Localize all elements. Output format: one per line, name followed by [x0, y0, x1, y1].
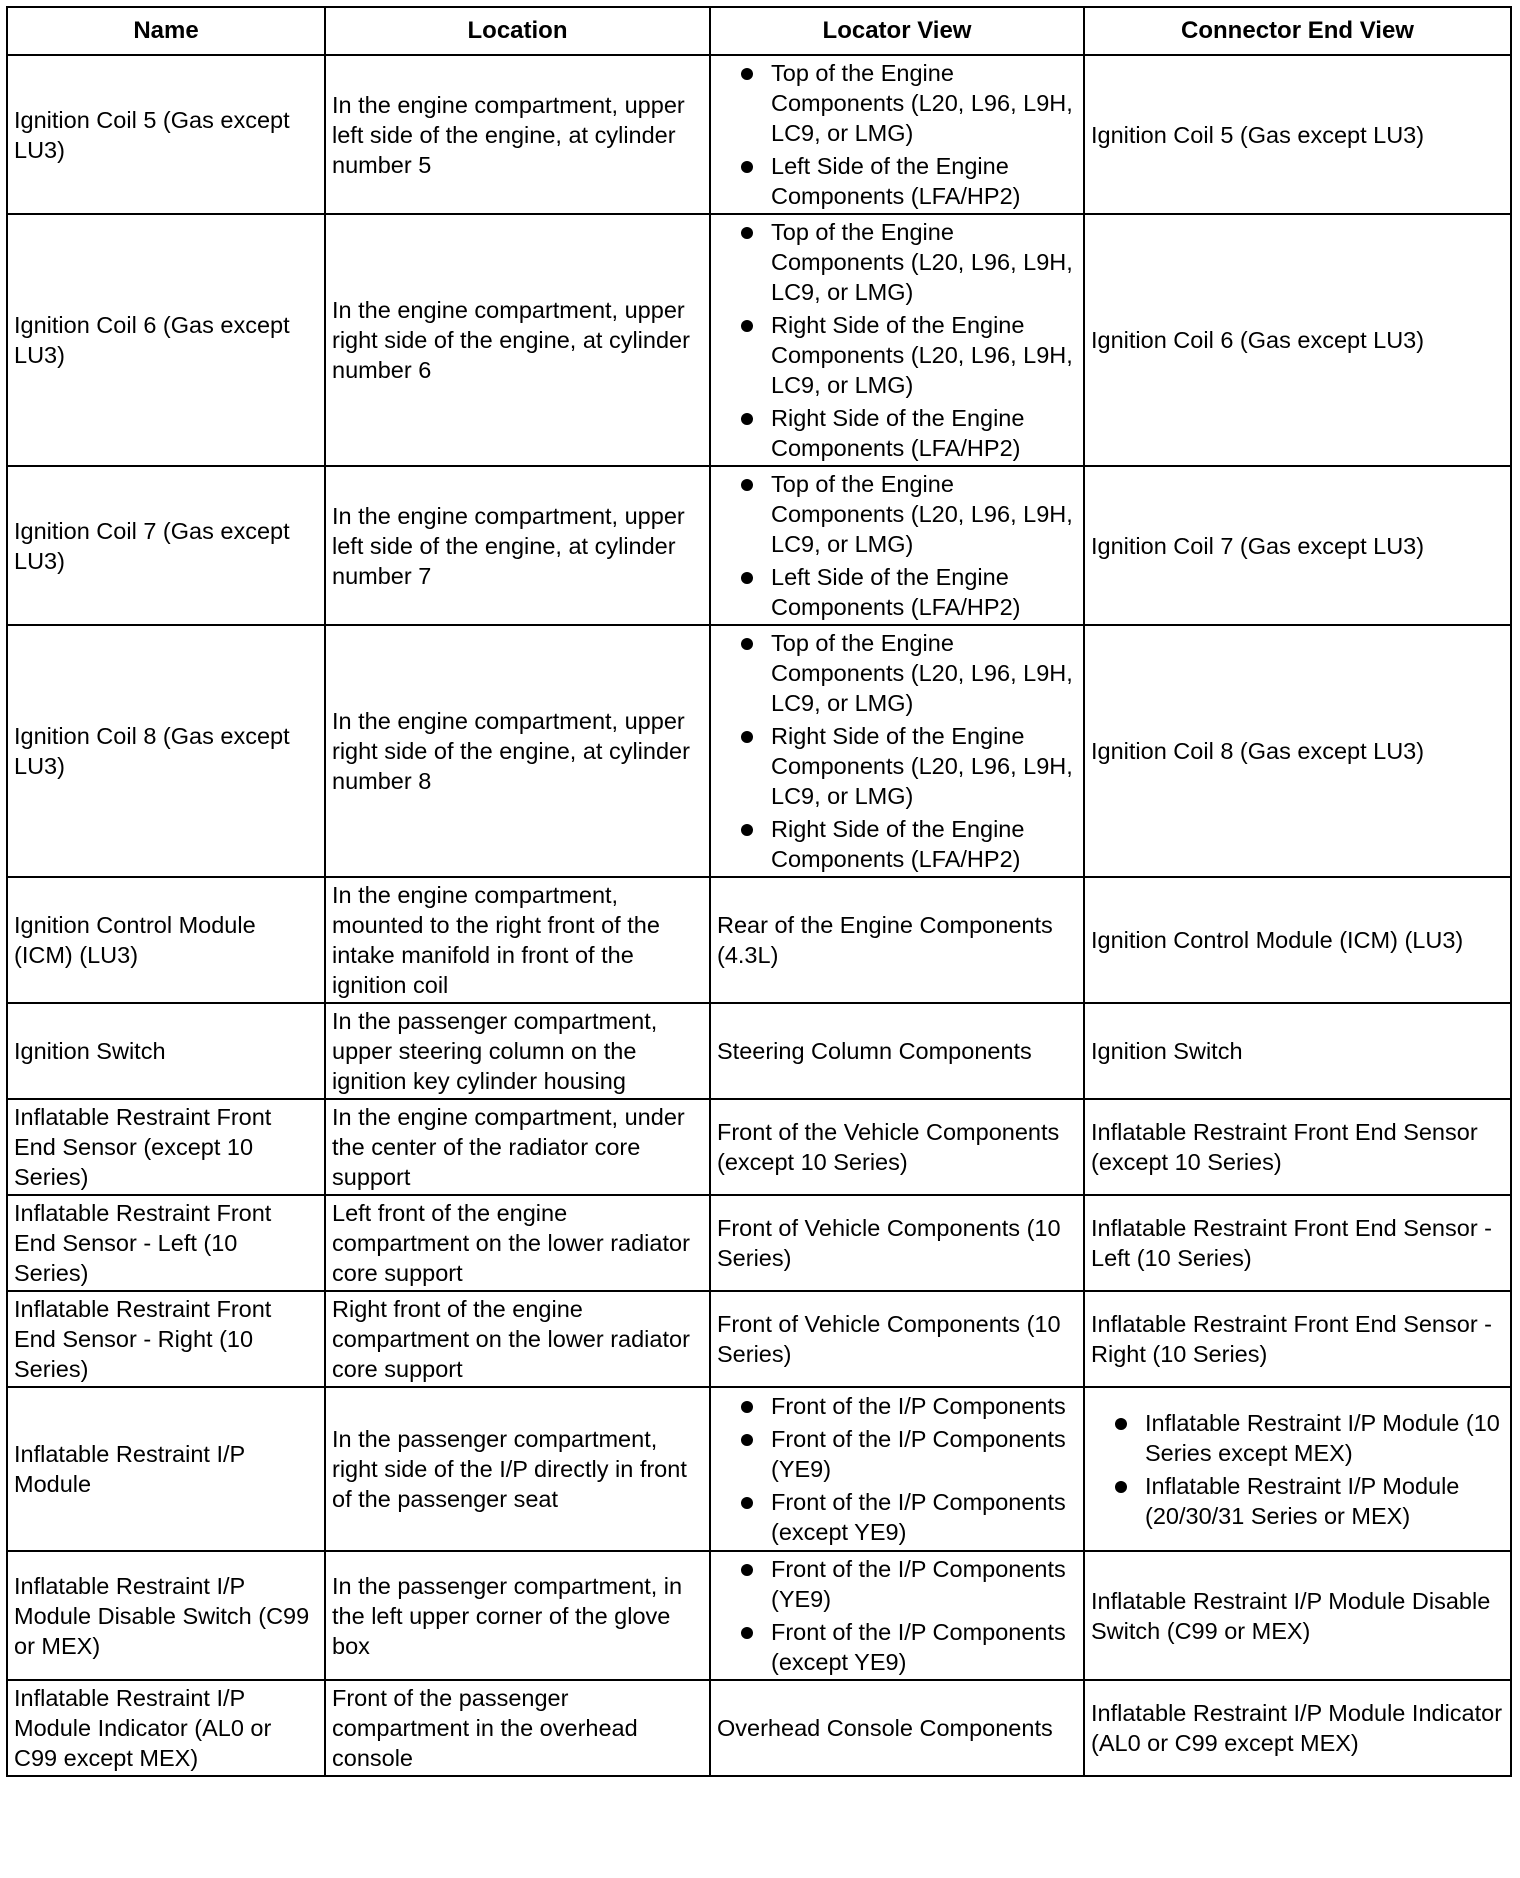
cell-location: In the engine compartment, upper left side of the engine, at cylinder number 5 [325, 55, 710, 214]
bullet-list [1091, 1408, 1504, 1531]
table-row [7, 1195, 1511, 1291]
bullet-item: Top of the Engine Components (L20, L96, L9H, LC9, or LMG) [717, 469, 1077, 559]
table-body [7, 55, 1511, 1776]
header-name: Name [7, 7, 325, 55]
bullet-item: Right Side of the Engine Components (L20, L96, L9H, LC9, or LMG) [717, 721, 1077, 811]
bullet-item: Left Side of the Engine Components (LFA/HP2) [717, 151, 1077, 211]
cell-name: Ignition Coil 8 (Gas except LU3) [7, 625, 325, 877]
table-row [7, 214, 1511, 466]
table-row [7, 1099, 1511, 1195]
cell-locator-view [710, 214, 1084, 466]
bullet-list [717, 1554, 1077, 1677]
cell-location: Right front of the engine compartment on the lower radiator core support [325, 1291, 710, 1387]
cell-connector-end-view: Inflatable Restraint Front End Sensor - Left (10 Series) [1084, 1195, 1511, 1291]
cell-name: Inflatable Restraint I/P Module [7, 1387, 325, 1551]
bullet-list [717, 58, 1077, 211]
component-locator-table [6, 6, 1512, 1777]
cell-locator-view: Rear of the Engine Components (4.3L) [710, 877, 1084, 1003]
cell-name: Ignition Coil 5 (Gas except LU3) [7, 55, 325, 214]
table-row [7, 1291, 1511, 1387]
cell-connector-end-view: Inflatable Restraint I/P Module Indicator (AL0 or C99 except MEX) [1084, 1680, 1511, 1776]
bullet-item: Right Side of the Engine Components (LFA/HP2) [717, 814, 1077, 874]
bullet-item: Front of the I/P Components (except YE9) [717, 1487, 1077, 1547]
cell-location: Front of the passenger compartment in the overhead console [325, 1680, 710, 1776]
cell-location: In the passenger compartment, upper steering column on the ignition key cylinder housing [325, 1003, 710, 1099]
header-locator-view: Locator View [710, 7, 1084, 55]
bullet-item: Left Side of the Engine Components (LFA/HP2) [717, 562, 1077, 622]
table-row [7, 55, 1511, 214]
cell-name: Ignition Coil 7 (Gas except LU3) [7, 466, 325, 625]
bullet-item: Front of the I/P Components (YE9) [717, 1554, 1077, 1614]
cell-location: Left front of the engine compartment on the lower radiator core support [325, 1195, 710, 1291]
header-row [7, 7, 1511, 55]
cell-connector-end-view: Ignition Coil 5 (Gas except LU3) [1084, 55, 1511, 214]
bullet-item: Right Side of the Engine Components (LFA/HP2) [717, 403, 1077, 463]
cell-locator-view [710, 625, 1084, 877]
cell-locator-view: Front of Vehicle Components (10 Series) [710, 1291, 1084, 1387]
cell-connector-end-view: Inflatable Restraint Front End Sensor (except 10 Series) [1084, 1099, 1511, 1195]
cell-locator-view: Front of Vehicle Components (10 Series) [710, 1195, 1084, 1291]
cell-name: Inflatable Restraint I/P Module Disable Switch (C99 or MEX) [7, 1551, 325, 1680]
bullet-item: Front of the I/P Components (YE9) [717, 1424, 1077, 1484]
header-location: Location [325, 7, 710, 55]
bullet-item: Inflatable Restraint I/P Module (20/30/31 Series or MEX) [1091, 1471, 1504, 1531]
cell-locator-view [710, 55, 1084, 214]
cell-name: Ignition Control Module (ICM) (LU3) [7, 877, 325, 1003]
cell-name: Ignition Switch [7, 1003, 325, 1099]
bullet-item: Front of the I/P Components (except YE9) [717, 1617, 1077, 1677]
cell-location: In the engine compartment, upper left side of the engine, at cylinder number 7 [325, 466, 710, 625]
cell-location: In the engine compartment, under the center of the radiator core support [325, 1099, 710, 1195]
cell-name: Inflatable Restraint I/P Module Indicator (AL0 or C99 except MEX) [7, 1680, 325, 1776]
table-row [7, 1551, 1511, 1680]
bullet-item: Front of the I/P Components [717, 1391, 1077, 1421]
bullet-list [717, 217, 1077, 463]
cell-name: Inflatable Restraint Front End Sensor (except 10 Series) [7, 1099, 325, 1195]
cell-connector-end-view: Ignition Coil 6 (Gas except LU3) [1084, 214, 1511, 466]
bullet-list [717, 469, 1077, 622]
bullet-item: Inflatable Restraint I/P Module (10 Series except MEX) [1091, 1408, 1504, 1468]
cell-connector-end-view: Inflatable Restraint Front End Sensor - Right (10 Series) [1084, 1291, 1511, 1387]
cell-connector-end-view: Ignition Coil 7 (Gas except LU3) [1084, 466, 1511, 625]
cell-locator-view [710, 1551, 1084, 1680]
table-row [7, 877, 1511, 1003]
cell-connector-end-view: Inflatable Restraint I/P Module Disable Switch (C99 or MEX) [1084, 1551, 1511, 1680]
cell-location: In the engine compartment, upper right side of the engine, at cylinder number 8 [325, 625, 710, 877]
bullet-item: Top of the Engine Components (L20, L96, L9H, LC9, or LMG) [717, 628, 1077, 718]
cell-location: In the engine compartment, mounted to the right front of the intake manifold in front of the ignition coil [325, 877, 710, 1003]
cell-location: In the passenger compartment, in the left upper corner of the glove box [325, 1551, 710, 1680]
cell-connector-end-view: Ignition Switch [1084, 1003, 1511, 1099]
cell-locator-view: Front of the Vehicle Components (except 10 Series) [710, 1099, 1084, 1195]
cell-locator-view: Overhead Console Components [710, 1680, 1084, 1776]
cell-location: In the passenger compartment, right side of the I/P directly in front of the passenger seat [325, 1387, 710, 1551]
cell-locator-view [710, 466, 1084, 625]
cell-location: In the engine compartment, upper right side of the engine, at cylinder number 6 [325, 214, 710, 466]
cell-connector-end-view: Ignition Coil 8 (Gas except LU3) [1084, 625, 1511, 877]
table-row [7, 1680, 1511, 1776]
cell-locator-view [710, 1387, 1084, 1551]
table-row [7, 1003, 1511, 1099]
cell-connector-end-view: Ignition Control Module (ICM) (LU3) [1084, 877, 1511, 1003]
bullet-item: Right Side of the Engine Components (L20, L96, L9H, LC9, or LMG) [717, 310, 1077, 400]
table-row [7, 466, 1511, 625]
bullet-item: Top of the Engine Components (L20, L96, L9H, LC9, or LMG) [717, 217, 1077, 307]
table-row [7, 1387, 1511, 1551]
cell-connector-end-view [1084, 1387, 1511, 1551]
header-connector-end-view: Connector End View [1084, 7, 1511, 55]
cell-name: Ignition Coil 6 (Gas except LU3) [7, 214, 325, 466]
bullet-item: Top of the Engine Components (L20, L96, L9H, LC9, or LMG) [717, 58, 1077, 148]
cell-name: Inflatable Restraint Front End Sensor - Left (10 Series) [7, 1195, 325, 1291]
cell-locator-view: Steering Column Components [710, 1003, 1084, 1099]
table-row [7, 625, 1511, 877]
cell-name: Inflatable Restraint Front End Sensor - Right (10 Series) [7, 1291, 325, 1387]
bullet-list [717, 1391, 1077, 1547]
bullet-list [717, 628, 1077, 874]
